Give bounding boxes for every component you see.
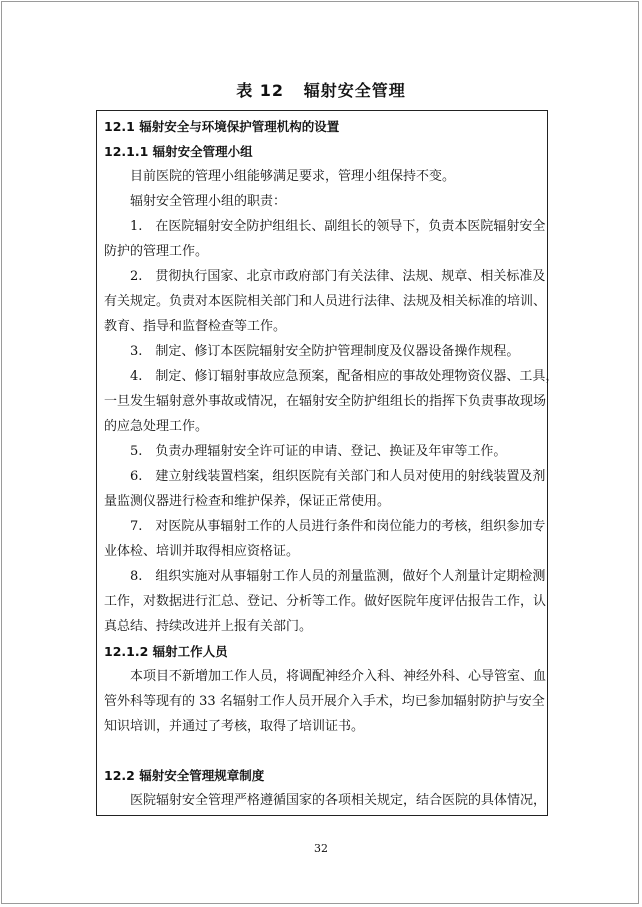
table-caption: 辐射安全管理 [303,81,406,100]
section-heading-12-2: 12.2 辐射安全管理规章制度 [104,768,265,783]
paragraph-line: 有关规定。负责对本医院相关部门和人员进行法律、法规及相关标准的培训、 [104,294,547,309]
paragraph-line: 医院辐射安全管理严格遵循国家的各项相关规定，结合医院的具体情况， [130,793,547,808]
duty-item-1: 1. 在医院辐射安全防护组组长、副组长的领导下，负责本医院辐射安全 [130,219,546,234]
section-heading-12-1: 12.1 辐射安全与环境保护管理机构的设置 [104,119,340,134]
paragraph-line: 知识培训，并通过了考核，取得了培训证书。 [104,719,365,734]
paragraph-line: 业体检、培训并取得相应资格证。 [104,544,300,559]
paragraph-line: 防护的管理工作。 [104,244,209,259]
paragraph-line: 管外科等现有的 33 名辐射工作人员开展介入手术，均已参加辐射防护与安全 [104,694,545,709]
paragraph-line: 的应急处理工作。 [104,419,209,434]
duty-item-7: 7. 对医院从事辐射工作的人员进行条件和岗位能力的考核，组织参加专 [130,519,546,534]
subsection-heading-12-1-1: 12.1.1 辐射安全管理小组 [104,144,253,159]
subsection-heading-12-1-2: 12.1.2 辐射工作人员 [104,644,228,659]
duty-item-8: 8. 组织实施对从事辐射工作人员的剂量监测，做好个人剂量计定期检测 [130,569,546,584]
paragraph-line: 量监测仪器进行检查和维护保养，保证正常使用。 [104,494,391,509]
duty-item-4: 4. 制定、修订辐射事故应急预案，配备相应的事故处理物资仪器、工具， [130,369,559,384]
duty-item-6: 6. 建立射线装置档案，组织医院有关部门和人员对使用的射线装置及剂 [130,469,546,484]
duty-item-2: 2. 贯彻执行国家、北京市政府部门有关法律、法规、规章、相关标准及 [130,269,546,284]
paragraph-line: 教育、指导和监督检查等工作。 [104,319,287,334]
duty-item-5: 5. 负责办理辐射安全许可证的申请、登记、换证及年审等工作。 [130,444,507,459]
content-box [96,110,559,816]
paragraph-line: 目前医院的管理小组能够满足要求，管理小组保持不变。 [130,169,456,184]
paragraph-line: 辐射安全管理小组的职责： [130,194,287,209]
paragraph-line: 工作，对数据进行汇总、登记、分析等工作。做好医院年度评估报告工作，认 [104,594,547,609]
paragraph-line: 本项目不新增加工作人员，将调配神经介入科、神经外科、心导管室、血 [130,669,547,684]
table-number: 表 12 [236,81,285,100]
page-number: 32 [314,842,328,855]
table-title [0,78,642,101]
duty-item-3: 3. 制定、修订本医院辐射安全防护管理制度及仪器设备操作规程。 [130,344,520,359]
paragraph-line: 真总结、持续改进并上报有关部门。 [104,619,313,634]
paragraph-line: 一旦发生辐射意外事故或情况，在辐射安全防护组组长的指挥下负责事故现场 [104,394,547,409]
